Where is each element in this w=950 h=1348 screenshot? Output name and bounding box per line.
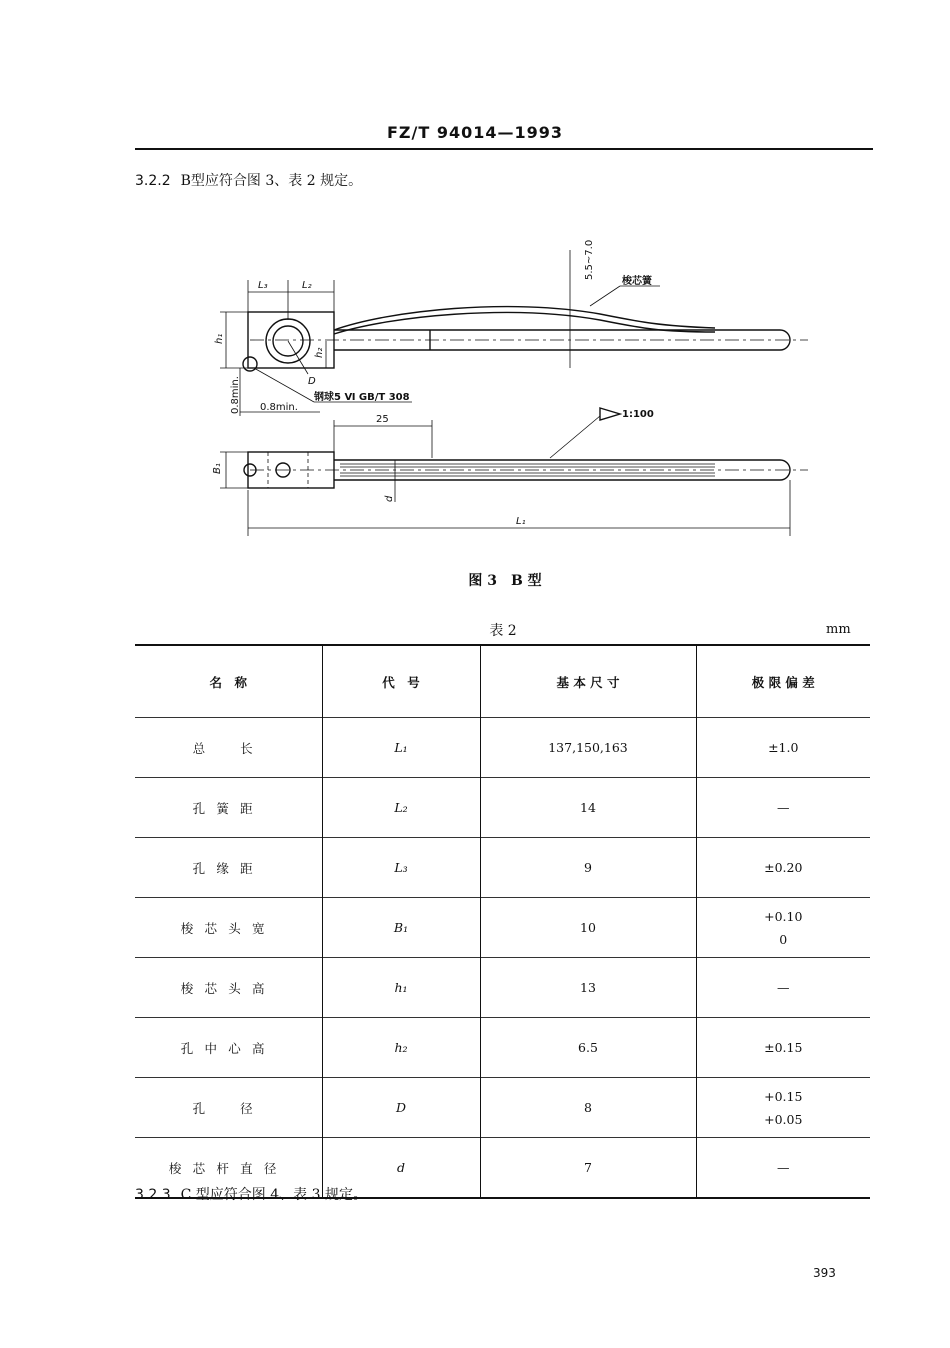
tolerance-upper: ±1.0 (768, 740, 799, 755)
table-row (135, 718, 870, 778)
label-min-vert: 0.8min. (230, 376, 241, 414)
cell-code-text: d (396, 1160, 405, 1175)
cell-name-text: 梭芯头宽 (180, 920, 276, 936)
cell-code-text: B₁ (393, 920, 409, 935)
tolerance-upper: +0.15 (764, 1088, 803, 1104)
cell-code-text: L₃ (394, 860, 408, 875)
header-basic-size: 基 本 尺 寸 (480, 645, 696, 718)
table-row (135, 958, 870, 1018)
cell-code (322, 718, 480, 778)
label-dim-25: 25 (376, 414, 389, 425)
cell-basic-size-text: 14 (580, 800, 596, 815)
cell-code (322, 778, 480, 838)
spring-curve (334, 307, 715, 330)
cell-basic-size (480, 778, 696, 838)
label-spring-gap: 5.5~7.0 (584, 240, 595, 280)
cell-code (322, 1018, 480, 1078)
label-l2: L₂ (302, 280, 312, 291)
tolerance-upper: ±0.15 (764, 1040, 803, 1055)
cell-code-text: h₂ (394, 1040, 408, 1055)
page-number: 393 (813, 1266, 836, 1280)
cell-code (322, 958, 480, 1018)
header-code: 代 号 (322, 645, 480, 718)
cell-tolerance (696, 718, 870, 778)
cell-name (135, 718, 322, 778)
cell-name-text: 梭芯杆直径 (168, 1160, 288, 1176)
label-d-shaft: d (384, 495, 395, 502)
figure-b-type-drawing (190, 240, 830, 550)
label-spring: 梭芯簧 (622, 276, 652, 287)
cell-basic-size-text: 8 (584, 1100, 592, 1115)
label-d-diameter: D (308, 376, 316, 387)
clause-text: C 型应符合图 4、表 3 规定。 (180, 1187, 367, 1203)
label-taper: 1:100 (622, 409, 654, 420)
cell-name-text: 梭芯头高 (180, 980, 276, 996)
label-min-horiz: 0.8min. (260, 402, 298, 413)
label-h2: h₂ (314, 347, 325, 358)
label-b1: B₁ (212, 463, 223, 474)
cell-tolerance (696, 898, 870, 958)
label-l1: L₁ (516, 516, 526, 527)
table-row (135, 838, 870, 898)
clause-number: 3.2.2 (135, 173, 171, 189)
cell-name-text: 孔缘距 (192, 860, 264, 876)
header-name: 名 称 (135, 645, 322, 718)
table-row (135, 778, 870, 838)
cell-tolerance (696, 1018, 870, 1078)
cell-name (135, 898, 322, 958)
cell-basic-size-text: 10 (580, 920, 596, 935)
cell-tolerance (696, 1078, 870, 1138)
tolerance-upper: — (777, 980, 790, 995)
table-row (135, 898, 870, 958)
cell-code (322, 838, 480, 898)
table-row (135, 1018, 870, 1078)
cell-tolerance (696, 838, 870, 898)
cell-name (135, 1078, 322, 1138)
cell-code-text: L₂ (394, 800, 408, 815)
cell-basic-size (480, 718, 696, 778)
taper-symbol (600, 408, 620, 420)
figure-caption: 图 3 B 型 (468, 573, 542, 589)
label-h1: h₁ (214, 333, 225, 344)
cell-name-text: 孔 径 (192, 1100, 264, 1116)
cell-basic-size-text: 7 (584, 1160, 592, 1175)
clause-text: B型应符合图 3、表 2 规定。 (180, 173, 363, 189)
tolerance-upper: — (777, 1160, 790, 1175)
clause-3-2-2 (135, 170, 362, 190)
cell-basic-size (480, 1138, 696, 1199)
tolerance-upper: +0.10 (764, 908, 803, 924)
label-l3: L₃ (258, 280, 268, 291)
cell-basic-size-text: 137,150,163 (548, 740, 628, 755)
cell-name-text: 总 长 (192, 740, 264, 756)
cell-name (135, 1018, 322, 1078)
cell-basic-size (480, 1078, 696, 1138)
cell-code (322, 898, 480, 958)
table-row (135, 1078, 870, 1138)
cell-code-text: L₁ (394, 740, 408, 755)
cell-name-text: 孔簧距 (192, 800, 264, 816)
table-title: 表 2 (489, 623, 517, 639)
cell-tolerance (696, 778, 870, 838)
cell-name (135, 838, 322, 898)
label-ball: 钢球5 Ⅵ GB/T 308 (314, 392, 410, 403)
cell-basic-size-text: 9 (584, 860, 592, 875)
tolerance-lower: +0.05 (764, 1111, 803, 1127)
clause-number: 3.2.3 (135, 1187, 171, 1203)
cell-basic-size-text: 6.5 (578, 1040, 598, 1055)
cell-basic-size (480, 898, 696, 958)
table-unit: mm (826, 622, 851, 637)
cell-name-text: 孔中心高 (180, 1040, 276, 1056)
cell-basic-size (480, 958, 696, 1018)
document-header: FZ/T 94014—1993 (386, 123, 564, 142)
cell-name (135, 958, 322, 1018)
spec-table (135, 644, 870, 1199)
cell-code-text: D (395, 1100, 407, 1115)
header-rule (135, 148, 873, 150)
cell-code (322, 1078, 480, 1138)
cell-tolerance (696, 1138, 870, 1199)
clause-3-2-3 (135, 1184, 367, 1204)
cell-tolerance (696, 958, 870, 1018)
tolerance-lower: 0 (779, 931, 788, 947)
cell-basic-size-text: 13 (580, 980, 596, 995)
cell-basic-size (480, 1018, 696, 1078)
header-tolerance: 极 限 偏 差 (696, 645, 870, 718)
tolerance-upper: ±0.20 (764, 860, 803, 875)
cell-code-text: h₁ (394, 980, 408, 995)
cell-name (135, 778, 322, 838)
cell-basic-size (480, 838, 696, 898)
table-header-row (135, 645, 870, 718)
tolerance-upper: — (777, 800, 790, 815)
